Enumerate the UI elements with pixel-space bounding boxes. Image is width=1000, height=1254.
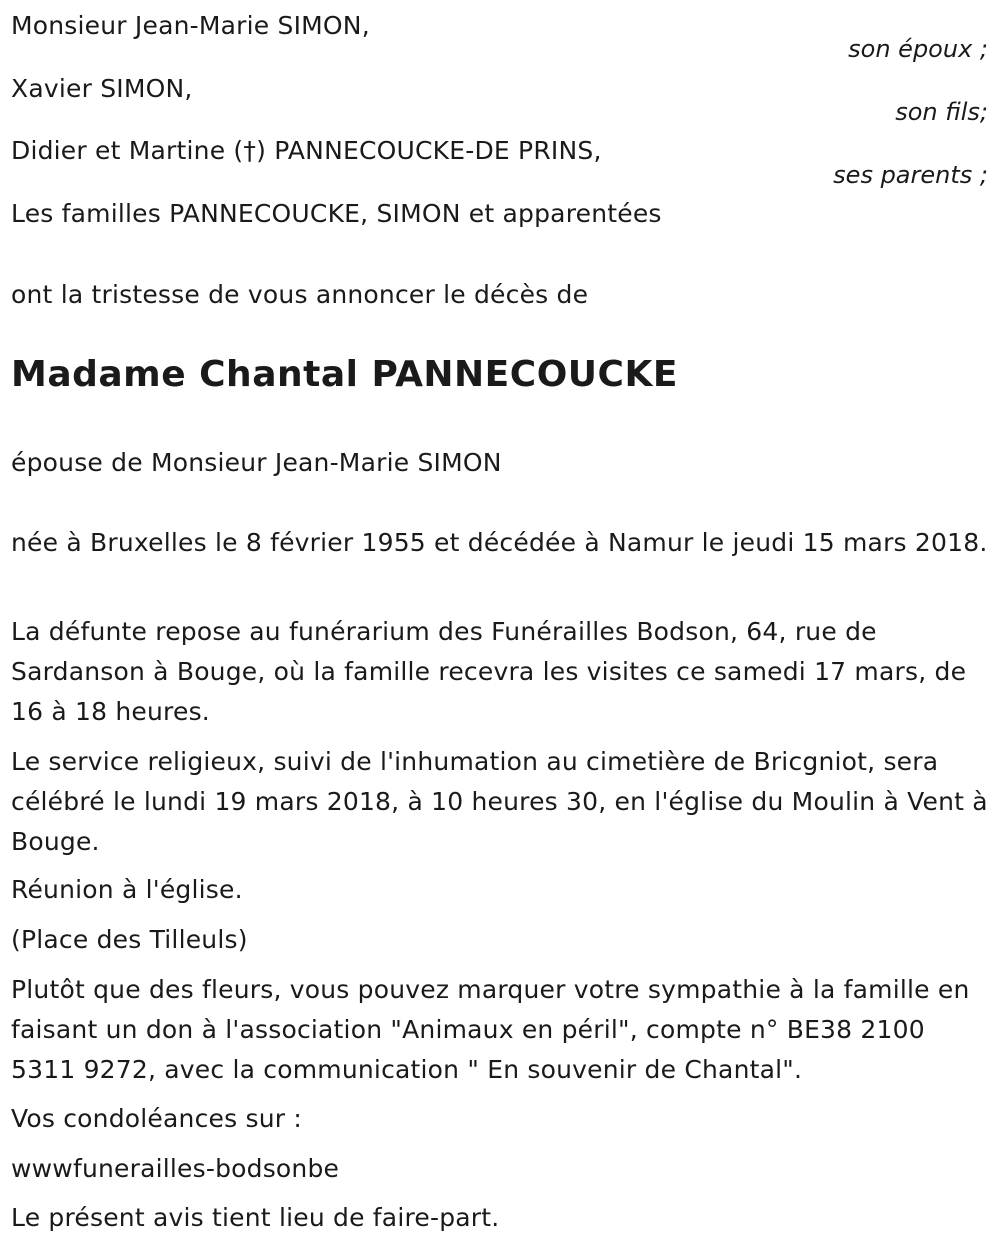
notice-line: Le présent avis tient lieu de faire-part. — [11, 1203, 500, 1232]
son-role: son fils; — [895, 98, 988, 126]
viewing-paragraph: La défunte repose au funérarium des Funérailles Bodson, 64, rue de Sardanson à Bouge, où la famille recevra les visites ce samedi 17 mars, de 16 à 18 heures. — [11, 617, 967, 726]
son-name: Xavier SIMON, — [11, 74, 193, 103]
service-paragraph: Le service religieux, suivi de l'inhumation au cimetière de Bricgniot, sera célébré le lundi 19 mars 2018, à 10 heures 30, en l'église du Moulin à Vent à Bouge. — [11, 747, 988, 856]
condolences-line: Vos condoléances sur : — [11, 1104, 302, 1133]
birth-death-paragraph: née à Bruxelles le 8 février 1955 et décédée à Namur le jeudi 15 mars 2018. — [11, 528, 988, 557]
website-link[interactable]: wwwfunerailles-bodsonbe — [11, 1154, 340, 1183]
announcement-line: ont la tristesse de vous annoncer le décès de — [11, 280, 589, 309]
spouse-role: son époux ; — [848, 35, 988, 63]
deceased-name: Madame Chantal PANNECOUCKE — [11, 354, 678, 395]
meeting-line: Réunion à l'église. — [11, 875, 243, 904]
donation-paragraph: Plutôt que des fleurs, vous pouvez marquer votre sympathie à la famille en faisant un don à l'association "Animaux en péril", compte n° BE38 2100 5311 9272, avec la communication " En souvenir de Chantal". — [11, 975, 970, 1084]
parents-role: ses parents ; — [833, 161, 988, 189]
spouse-name: Monsieur Jean-Marie SIMON, — [11, 11, 370, 40]
families-line: Les familles PANNECOUCKE, SIMON et apparentées — [11, 199, 662, 228]
parents-name: Didier et Martine (†) PANNECOUCKE-DE PRINS, — [11, 136, 602, 165]
place-line: (Place des Tilleuls) — [11, 925, 248, 954]
spouse-of-line: épouse de Monsieur Jean-Marie SIMON — [11, 448, 502, 477]
